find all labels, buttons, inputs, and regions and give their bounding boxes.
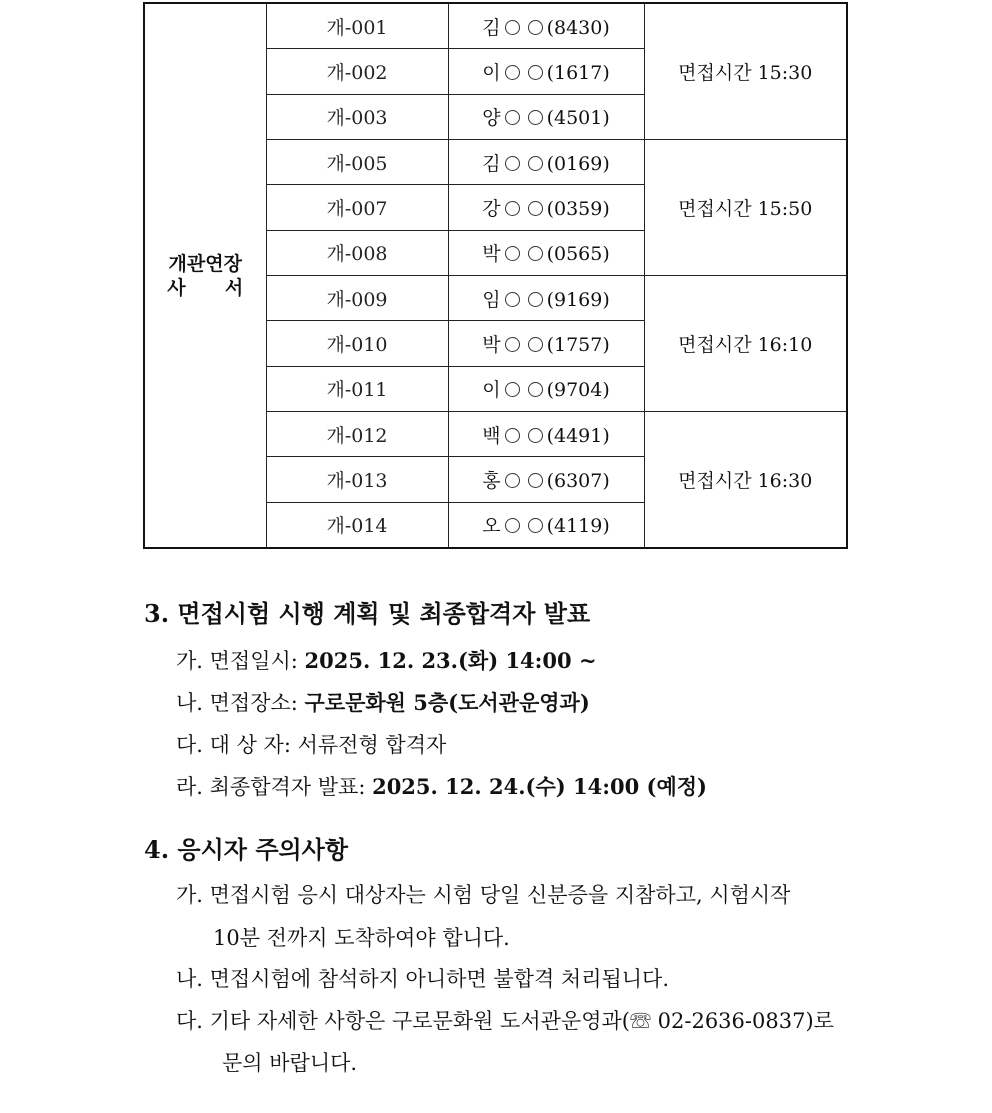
applicant-number: (1617)	[546, 61, 610, 84]
masked-circle-icon	[528, 518, 543, 533]
applicant-name	[448, 3, 644, 49]
applicant-number: (4119)	[546, 515, 610, 538]
section-label-line1: 개관연장	[168, 252, 242, 275]
applicant-code: 개-005	[266, 139, 448, 184]
masked-circle-icon	[528, 292, 543, 307]
applicant-name	[448, 185, 644, 230]
applicant-code: 개-011	[266, 366, 448, 411]
applicant-number: (0359)	[546, 197, 610, 220]
applicant-surname: 이	[482, 61, 501, 84]
applicant-surname: 백	[482, 424, 501, 447]
masked-circle-icon	[528, 201, 543, 216]
applicant-number: (4501)	[546, 107, 610, 130]
applicant-surname: 김	[482, 152, 501, 175]
applicant-surname: 박	[482, 333, 501, 356]
applicant-surname: 임	[482, 288, 501, 311]
masked-circle-icon	[505, 110, 520, 125]
applicant-number: (8430)	[546, 16, 610, 39]
applicant-code: 개-009	[266, 275, 448, 320]
applicant-surname: 강	[482, 197, 501, 220]
applicant-number: (9704)	[546, 379, 610, 402]
interview-schedule-table	[143, 2, 848, 549]
applicant-code: 개-012	[266, 411, 448, 456]
applicant-name	[448, 139, 644, 184]
masked-circle-icon	[505, 246, 520, 261]
item-label: 나. 면접장소:	[176, 691, 305, 715]
applicant-number: (0565)	[546, 243, 610, 266]
applicant-name	[448, 502, 644, 548]
interview-time-cell: 면접시간 16:30	[644, 411, 847, 548]
section4-heading: 4. 응시자 주의사항	[144, 835, 349, 864]
applicant-name	[448, 366, 644, 411]
applicant-name	[448, 411, 644, 456]
applicant-code: 개-013	[266, 457, 448, 502]
item-value: 구로문화원 5층(도서관운영과)	[304, 690, 590, 715]
masked-circle-icon	[528, 382, 543, 397]
applicant-surname: 이	[482, 379, 501, 402]
interview-time-cell: 면접시간 15:30	[644, 3, 847, 139]
item-value: 2025. 12. 23.(화) 14:00 ~	[304, 648, 597, 673]
section-label-line2	[167, 276, 243, 300]
interview-time-cell: 면접시간 15:50	[644, 139, 847, 275]
applicant-surname: 박	[482, 243, 501, 266]
applicant-code: 개-007	[266, 185, 448, 230]
section-label-char-2: 서	[224, 276, 244, 299]
masked-circle-icon	[505, 201, 520, 216]
applicant-name	[448, 275, 644, 320]
applicant-surname: 홍	[482, 469, 501, 492]
applicant-name	[448, 49, 644, 94]
section3-item-date	[176, 645, 597, 675]
section4-item-ga-line2: 10분 전까지 도착하여야 합니다.	[213, 926, 510, 950]
interview-time-cell: 면접시간 16:10	[644, 275, 847, 411]
applicant-code: 개-003	[266, 94, 448, 139]
masked-circle-icon	[505, 65, 520, 80]
masked-circle-icon	[528, 428, 543, 443]
masked-circle-icon	[528, 337, 543, 352]
applicant-code: 개-008	[266, 230, 448, 275]
masked-circle-icon	[528, 110, 543, 125]
masked-circle-icon	[528, 156, 543, 171]
applicant-name	[448, 94, 644, 139]
item-label: 가. 면접일시:	[176, 649, 305, 673]
masked-circle-icon	[528, 20, 543, 35]
applicant-number: (4491)	[546, 424, 610, 447]
masked-circle-icon	[505, 337, 520, 352]
applicant-number: (1757)	[546, 333, 610, 356]
masked-circle-icon	[505, 518, 520, 533]
applicant-surname: 김	[482, 16, 501, 39]
section3-item-announce	[176, 771, 707, 801]
applicant-number: (0169)	[546, 152, 610, 175]
section-label-cell	[144, 3, 266, 548]
section4-item-ga-line1: 가. 면접시험 응시 대상자는 시험 당일 신분증을 지참하고, 시험시작	[176, 883, 791, 907]
item-value: 2025. 12. 24.(수) 14:00 (예정)	[372, 774, 707, 799]
schedule-table-body	[144, 3, 847, 548]
applicant-surname: 오	[482, 515, 501, 538]
masked-circle-icon	[505, 382, 520, 397]
applicant-number: (6307)	[546, 469, 610, 492]
masked-circle-icon	[505, 292, 520, 307]
applicant-code: 개-014	[266, 502, 448, 548]
applicant-surname: 양	[482, 107, 501, 130]
applicant-code: 개-010	[266, 321, 448, 366]
section4-item-da-line2: 문의 바랍니다.	[222, 1051, 358, 1075]
section4-item-na: 나. 면접시험에 참석하지 아니하면 불합격 처리됩니다.	[176, 967, 670, 991]
applicant-code: 개-002	[266, 49, 448, 94]
applicant-code: 개-001	[266, 3, 448, 49]
section3-heading: 3. 면접시험 시행 계획 및 최종합격자 발표	[144, 599, 591, 628]
applicant-name	[448, 457, 644, 502]
masked-circle-icon	[528, 65, 543, 80]
masked-circle-icon	[528, 473, 543, 488]
masked-circle-icon	[505, 473, 520, 488]
item-label: 라. 최종합격자 발표:	[176, 775, 373, 799]
section-label-char-1: 사	[167, 276, 186, 299]
masked-circle-icon	[505, 156, 520, 171]
section3-item-place	[176, 687, 590, 717]
masked-circle-icon	[528, 246, 543, 261]
section3-item-target: 다. 대 상 자: 서류전형 합격자	[176, 733, 447, 757]
applicant-name	[448, 230, 644, 275]
section4-item-da-line1: 다. 기타 자세한 사항은 구로문화원 도서관운영과(☏ 02-2636-0837)로	[176, 1009, 834, 1033]
applicant-name	[448, 321, 644, 366]
masked-circle-icon	[505, 428, 520, 443]
applicant-number: (9169)	[546, 288, 610, 311]
table-row	[144, 3, 847, 49]
masked-circle-icon	[505, 20, 520, 35]
